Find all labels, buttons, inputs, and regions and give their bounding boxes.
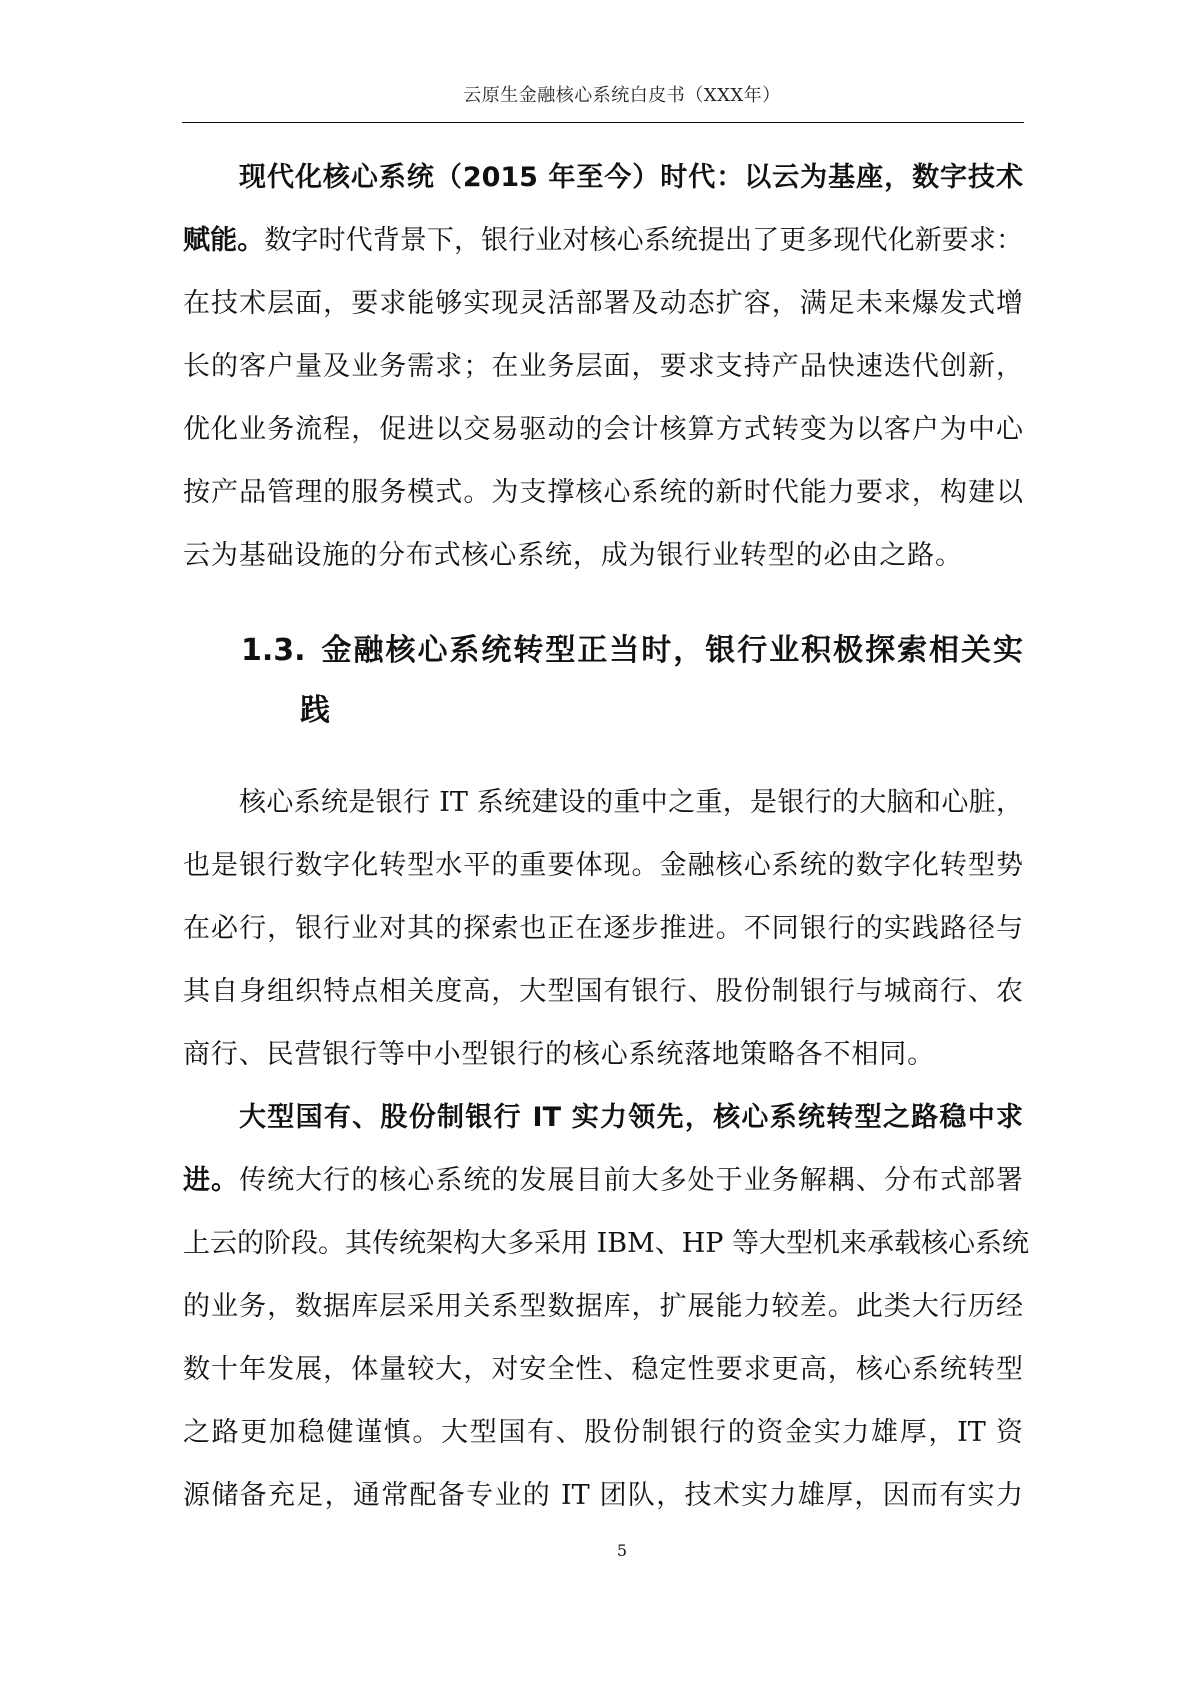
- paragraph-2: [183, 771, 1023, 1086]
- paragraph-line: [183, 1086, 1023, 1149]
- paragraph-line: 源储备充足，通常配备专业的 IT 团队，技术实力雄厚，因而有实力: [183, 1480, 1023, 1511]
- paragraph-line: 上云的阶段。其传统架构大多采用 IBM、HP 等大型机来承载核心系统: [183, 1228, 1030, 1259]
- bold-lead: 大型国有、股份制银行 IT 实力领先，核心系统转型之路稳中求: [239, 1102, 1023, 1133]
- paragraph-line: 的业务，数据库层采用关系型数据库，扩展能力较差。此类大行历经: [183, 1291, 1023, 1322]
- paragraph-line: 也是银行数字化转型水平的重要体现。金融核心系统的数字化转型势: [183, 850, 1023, 881]
- paragraph-line: 优化业务流程，促进以交易驱动的会计核算方式转变为以客户为中心: [183, 414, 1023, 445]
- section-heading-line: 践: [300, 693, 330, 728]
- bold-lead: 现代化核心系统（2015 年至今）时代：以云为基座，数字技术: [239, 162, 1023, 193]
- paragraph-line: 按产品管理的服务模式。为支撑核心系统的新时代能力要求，构建以: [183, 477, 1023, 508]
- page-number: 5: [616, 1541, 628, 1560]
- header-title: 云原生金融核心系统白皮书（XXX年）: [463, 85, 781, 106]
- paragraph-3: [183, 1086, 1030, 1527]
- paragraph-line: 数十年发展，体量较大，对安全性、稳定性要求更高，核心系统转型: [183, 1354, 1023, 1385]
- paragraph-line: 其自身组织特点相关度高，大型国有银行、股份制银行与城商行、农: [183, 976, 1023, 1007]
- paragraph-line: 之路更加稳健谨慎。大型国有、股份制银行的资金实力雄厚，IT 资: [183, 1417, 1023, 1448]
- paragraph-line: [183, 1149, 1023, 1212]
- section-heading-line: [183, 621, 1023, 681]
- paragraph-line: 云为基础设施的分布式核心系统，成为银行业转型的必由之路。: [183, 540, 963, 571]
- paragraph-line: 长的客户量及业务需求；在业务层面，要求支持产品快速迭代创新，: [183, 351, 1023, 382]
- paragraph-line: 在必行，银行业对其的探索也正在逐步推进。不同银行的实践路径与: [183, 913, 1023, 944]
- line-text: 数字时代背景下，银行业对核心系统提出了更多现代化新要求：: [264, 225, 1024, 256]
- paragraph-line: 核心系统是银行 IT 系统建设的重中之重，是银行的大脑和心脏，: [239, 787, 1023, 818]
- paragraph-line: [183, 146, 1023, 209]
- section-title: 金融核心系统转型正当时，银行业积极探索相关实: [319, 633, 1023, 668]
- paragraph-1: [183, 146, 1023, 587]
- line-text: 传统大行的核心系统的发展目前大多处于业务解耦、分布式部署: [239, 1165, 1024, 1196]
- paragraph-line: 商行、民营银行等中小型银行的核心系统落地策略各不相同。: [183, 1039, 935, 1070]
- paragraph-line: 在技术层面，要求能够实现灵活部署及动态扩容，满足未来爆发式增: [183, 288, 1023, 319]
- bold-lead: 赋能。: [183, 225, 265, 256]
- section-heading: [183, 621, 1023, 741]
- section-number: 1.3.: [241, 633, 306, 668]
- header-rule: [182, 122, 1024, 123]
- paragraph-line: [183, 209, 1023, 272]
- bold-lead: 进。: [183, 1165, 240, 1196]
